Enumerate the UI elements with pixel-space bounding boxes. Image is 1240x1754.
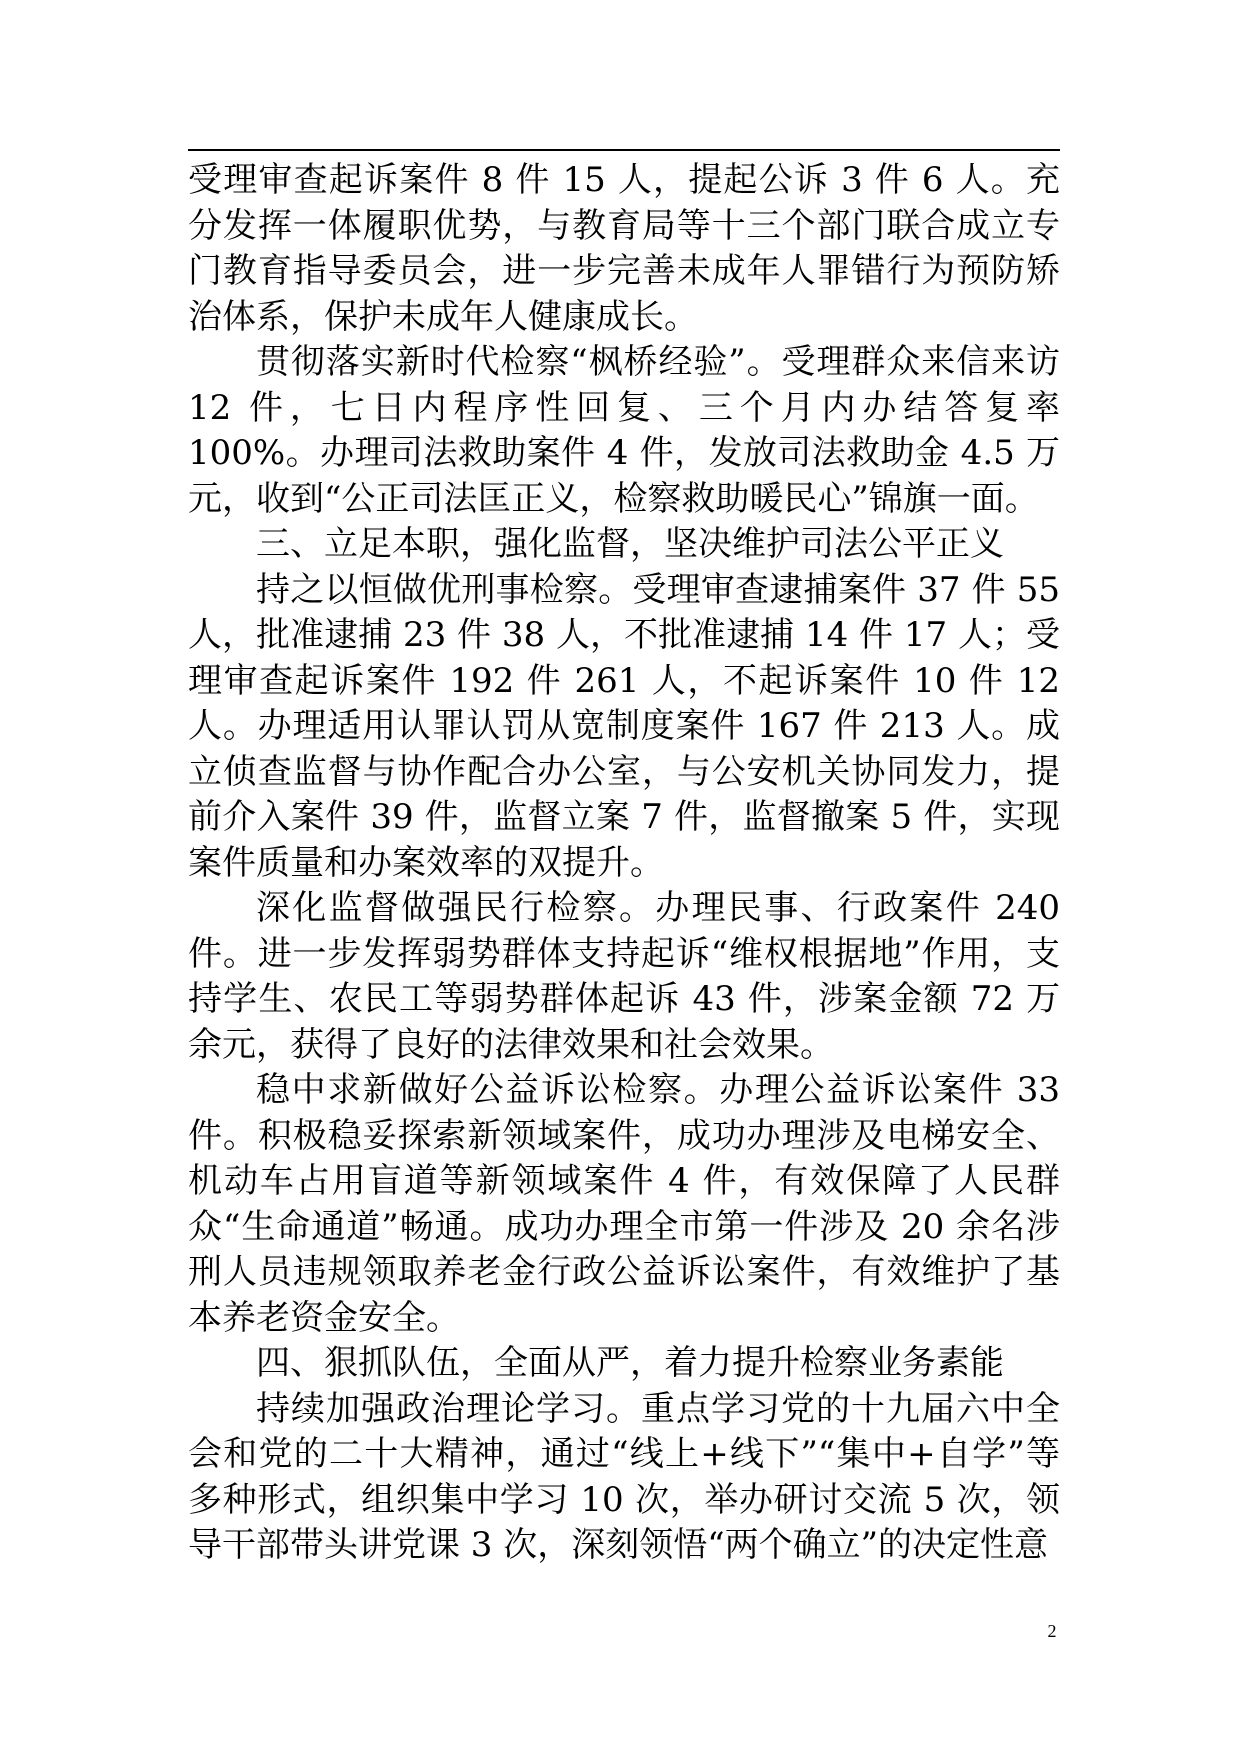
page-number: 2 <box>1047 1621 1057 1641</box>
paragraph-fengqiao: 贯彻落实新时代检察“枫桥经验”。受理群众来信来访 12 件，七日内程序性回复、三个月内办结答复率 100%。办理司法救助案件 4 件，发放司法救助金 4.5 万元，收到“公正司法匡正义，检察救助暖民心”锦旗一面。 <box>188 342 1060 519</box>
document-body <box>188 158 1060 1569</box>
paragraph-civil: 深化监督做强民行检察。办理民事、行政案件 240 件。进一步发挥弱势群体支持起诉“维权根据地”作用，支持学生、农民工等弱势群体起诉 43 件，涉案金额 72 万余元，获得了良好的法律效果和社会效果。 <box>188 888 1060 1065</box>
header-rule <box>188 149 1060 151</box>
paragraph-public-interest: 稳中求新做好公益诉讼检察。办理公益诉讼案件 33 件。积极稳妥探索新领域案件，成功办理涉及电梯安全、机动车占用盲道等新领域案件 4 件，有效保障了人民群众“生命通道”畅通。成功办理全市第一件涉及 20 余名涉刑人员违规领取养老金行政公益诉讼案件，有效维护了基本养老资金安全。 <box>188 1070 1060 1338</box>
section-heading-4: 四、狠抓队伍，全面从严，着力提升检察业务素能 <box>256 1343 1004 1383</box>
paragraph-criminal: 持之以恒做优刑事检察。受理审查逮捕案件 37 件 55 人，批准逮捕 23 件 38 人，不批准逮捕 14 件 17 人；受理审查起诉案件 192 件 261 人，不起诉案件 10 件 12 人。办理适用认罪认罚从宽制度案件 167 件 213 人。成立侦查监督与协作配合办公室，与公安机关协同发力，提前介入案件 39 件，监督立案 7 件，监督撤案 5 件，实现案件质量和办案效率的双提升。 <box>188 569 1060 883</box>
section-heading-3: 三、立足本职，强化监督，坚决维护司法公平正义 <box>256 524 1004 564</box>
paragraph-continuation: 受理审查起诉案件 8 件 15 人，提起公诉 3 件 6 人。充分发挥一体履职优势，与教育局等十三个部门联合成立专门教育指导委员会，进一步完善未成年人罪错行为预防矫治体系，保护未成年人健康成长。 <box>188 160 1060 337</box>
paragraph-political-study: 持续加强政治理论学习。重点学习党的十九届六中全会和党的二十大精神，通过“线上+线下”“集中+自学”等多种形式，组织集中学习 10 次，举办研讨交流 5 次，领导干部带头讲党课 3 次，深刻领悟“两个确立”的决定性意 <box>188 1388 1060 1565</box>
